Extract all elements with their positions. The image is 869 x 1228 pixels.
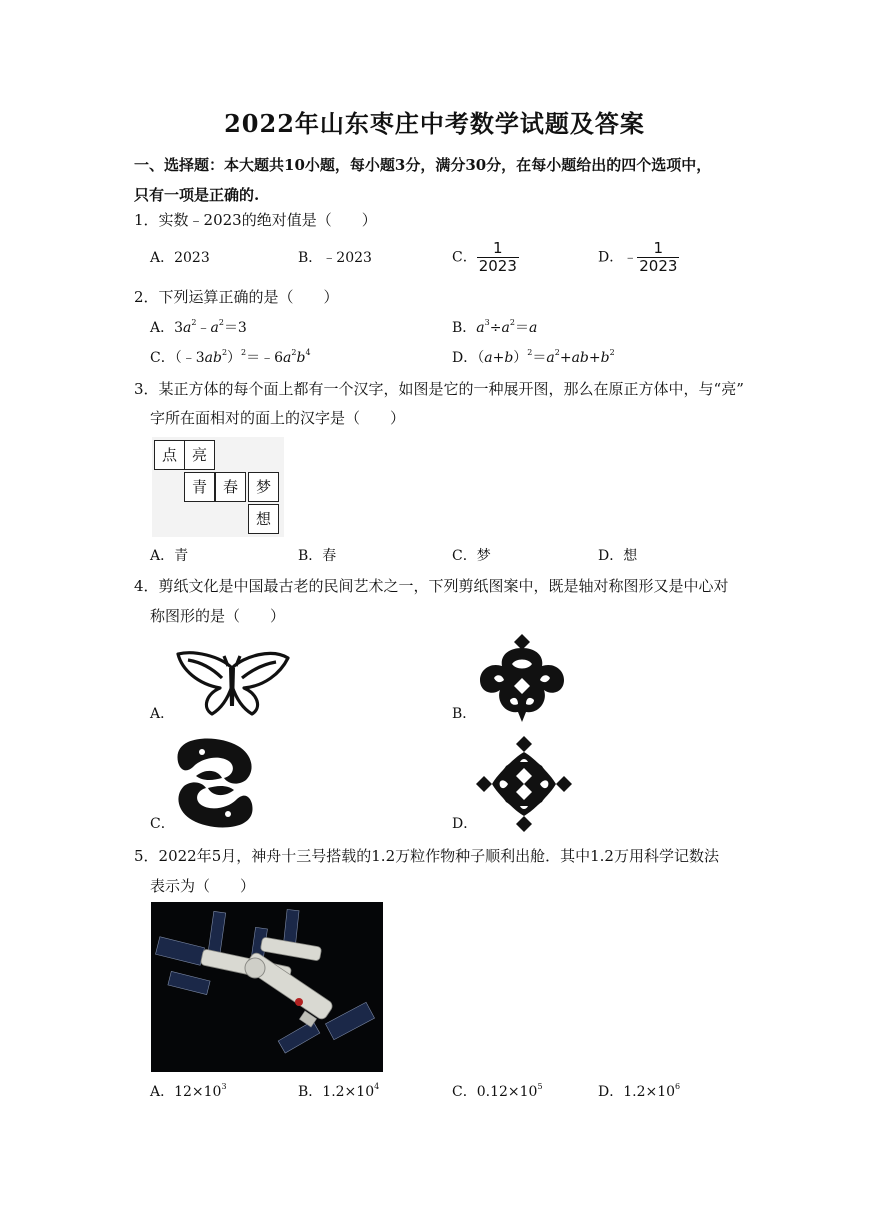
diamond-ornament-papercut-image bbox=[476, 736, 572, 832]
question-5-stem-line2: 表示为（ ） bbox=[150, 877, 256, 895]
q5-option-d: D．$1.2\times 10^6$ bbox=[598, 1082, 681, 1100]
section-header bbox=[134, 150, 754, 210]
question-4-stem-line1: 4．剪纸文化是中国最古老的民间艺术之一，下列剪纸图案中，既是轴对称图形又是中心对 bbox=[134, 577, 729, 595]
q1-option-d-label: D．﹣ bbox=[598, 249, 638, 266]
q5-option-c: C．$0.12\times 10^5$ bbox=[452, 1082, 543, 1100]
q2-option-c: C．$(﹣3ab^2)^2=﹣6a^2b^4$ bbox=[150, 348, 311, 366]
q3-option-a: A．青 bbox=[150, 548, 189, 564]
q2-option-b: B．$a^3\div a^2=a$ bbox=[452, 318, 538, 336]
q3-option-d: D．想 bbox=[598, 548, 638, 564]
q4-option-d-label: D． bbox=[452, 816, 478, 832]
fraction-denominator: 2023 bbox=[478, 257, 517, 275]
q1-option-b: B．﹣2023 bbox=[298, 250, 372, 266]
q3-option-b: B．春 bbox=[298, 548, 337, 564]
q1-option-d-fraction bbox=[637, 240, 679, 275]
section-header-line2: 只有一项是正确的. bbox=[134, 186, 260, 204]
q1-option-d bbox=[598, 240, 679, 275]
q4-option-a-label: A． bbox=[150, 706, 175, 722]
fraction-numerator: 1 bbox=[637, 240, 679, 258]
q3-option-c: C．梦 bbox=[452, 548, 491, 564]
q1-option-c bbox=[452, 240, 519, 275]
q5-option-a: A．$12\times 10^3$ bbox=[150, 1082, 227, 1100]
cube-net-figure bbox=[152, 437, 284, 537]
q4-option-b-label: B． bbox=[452, 706, 477, 722]
q5-option-b: B．$1.2\times 10^4$ bbox=[298, 1082, 380, 1100]
net-cell: 亮 bbox=[184, 440, 215, 470]
fraction-numerator: 1 bbox=[477, 240, 519, 258]
question-2-stem: 2．下列运算正确的是（ ） bbox=[134, 288, 339, 306]
fraction-denominator: 2023 bbox=[639, 257, 678, 275]
butterfly-papercut-image bbox=[172, 648, 292, 720]
q2-option-a: A．$3a^2﹣a^2=3$ bbox=[150, 318, 247, 336]
net-cell: 梦 bbox=[248, 472, 279, 502]
net-cell: 点 bbox=[154, 440, 185, 470]
section-header-line1: 一、选择题：本大题共10小题，每小题3分，满分30分，在每小题给出的四个选项中， bbox=[134, 156, 712, 174]
net-cell: 想 bbox=[248, 504, 279, 534]
question-5-stem-line1: 5．2022年5月，神舟十三号搭载的1.2万粒作物种子顺利出舱．其中1.2万用科学记数法 bbox=[134, 847, 719, 865]
q4-option-c-label: C． bbox=[150, 816, 175, 832]
q1-option-c-label: C． bbox=[452, 249, 477, 266]
swirling-birds-papercut-image bbox=[172, 736, 258, 830]
question-1-stem: 1．实数﹣2023的绝对值是（ ） bbox=[134, 211, 377, 229]
question-3-stem-line1: 3．某正方体的每个面上都有一个汉字，如图是它的一种展开图，那么在原正方体中，与“亮” bbox=[134, 380, 744, 398]
floral-ornament-papercut-image bbox=[474, 634, 570, 722]
net-cell: 青 bbox=[184, 472, 215, 502]
page-title: 2022年山东枣庄中考数学试题及答案 bbox=[224, 109, 645, 138]
q1-option-c-fraction bbox=[477, 240, 519, 275]
question-3-stem-line2: 字所在面相对的面上的汉字是（ ） bbox=[150, 409, 406, 427]
q1-option-a: A．2023 bbox=[150, 250, 210, 266]
space-station-photo bbox=[151, 902, 383, 1072]
net-cell: 春 bbox=[215, 472, 246, 502]
q2-option-d: D．$(a+b)^2=a^2+ab+b^2$ bbox=[452, 348, 615, 366]
question-4-stem-line2: 称图形的是（ ） bbox=[150, 607, 286, 625]
